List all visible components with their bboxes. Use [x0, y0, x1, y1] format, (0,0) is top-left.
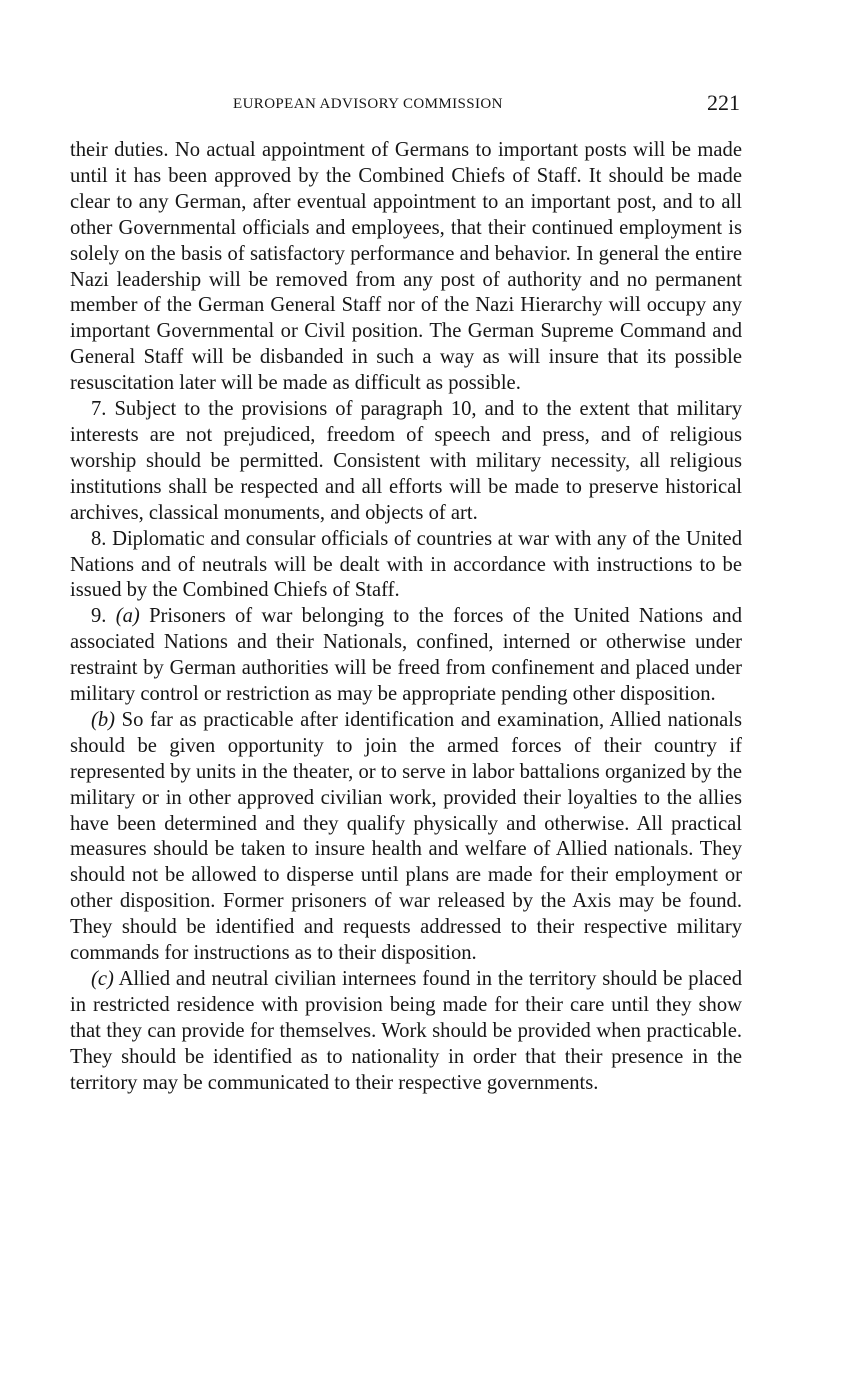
body-text [70, 138, 742, 1097]
running-header [70, 88, 742, 122]
paragraph-text: 8. Diplomatic and consular officials of countries at war with any of the United Nations and of neutrals will be dealt with in accordance with instructions to be issued by the Combined Chiefs of Staff. [70, 527, 742, 602]
paragraph-text: Prisoners of war belonging to the forces of the United Nations and associated Nations and their Nationals, confined, interned or otherwise under restraint by German authorities will be freed from confinement and placed under military control or restriction as may be appropriate pending other disposition. [70, 605, 742, 706]
page-number: 221 [707, 90, 740, 115]
paragraph-9c [70, 967, 742, 1097]
paragraph-text: Allied and neutral civilian internees found in the territory should be placed in restricted residence with provision being made for their care until they show that they can provide for themselves. Work should be provided when practicable. They should be identified as to nationality in order that their presence in the territory may be communicated to their respective governments. [70, 968, 742, 1094]
subparagraph-letter: (a) [115, 605, 140, 628]
subparagraph-letter: (c) [91, 968, 114, 990]
paragraph-text: 7. Subject to the provisions of paragraph 10, and to the extent that military interests are not prejudiced, freedom of speech and press, and of religious worship should be permitted. Consistent with military necessity, all religious institutions shall be respected and all efforts will be made to preserve historical archives, classical monuments, and objects of art. [70, 398, 742, 524]
running-title: EUROPEAN ADVISORY COMMISSION [233, 96, 503, 112]
paragraph-number: 9. [91, 605, 107, 628]
paragraph-9b [70, 708, 742, 967]
paragraph-text: So far as practicable after identification and examination, Allied nationals should be given opportunity to join the armed forces of their country if represented by units in the theater, or to serve in labor battalions organized by the military or in other approved civilian work, provided their loyalties to the allies have been determined and they qualify physically and otherwise. All practical measures should be taken to insure health and welfare of Allied nationals. They should not be allowed to disperse until plans are made for their employment or other disposition. Former prisoners of war released by the Axis may be found. They should be identified and requests addressed to their respective military commands for instructions as to their disposition. [70, 708, 742, 965]
subparagraph-letter: (b) [91, 708, 116, 731]
paragraph-continuation [70, 138, 742, 397]
document-page [70, 88, 742, 1097]
paragraph-text: their duties. No actual appointment of Germans to important posts will be made until it has been approved by the Combined Chiefs of Staff. It should be made clear to any German, after eventual appointment to an important post, and to all other Governmental officials and employees, that their continued employment is solely on the basis of satisfactory performance and behavior. In general the entire Nazi leadership will be removed from any post of authority and no permanent member of the German General Staff nor of the Nazi Hierarchy will occupy any important Governmental or Civil position. The German Supreme Command and General Staff will be disbanded in such a way as will insure that its possible resuscitation later will be made as difficult as possible. [70, 139, 742, 395]
paragraph-9a [70, 604, 742, 708]
paragraph-8 [70, 527, 742, 605]
paragraph-7 [70, 397, 742, 527]
